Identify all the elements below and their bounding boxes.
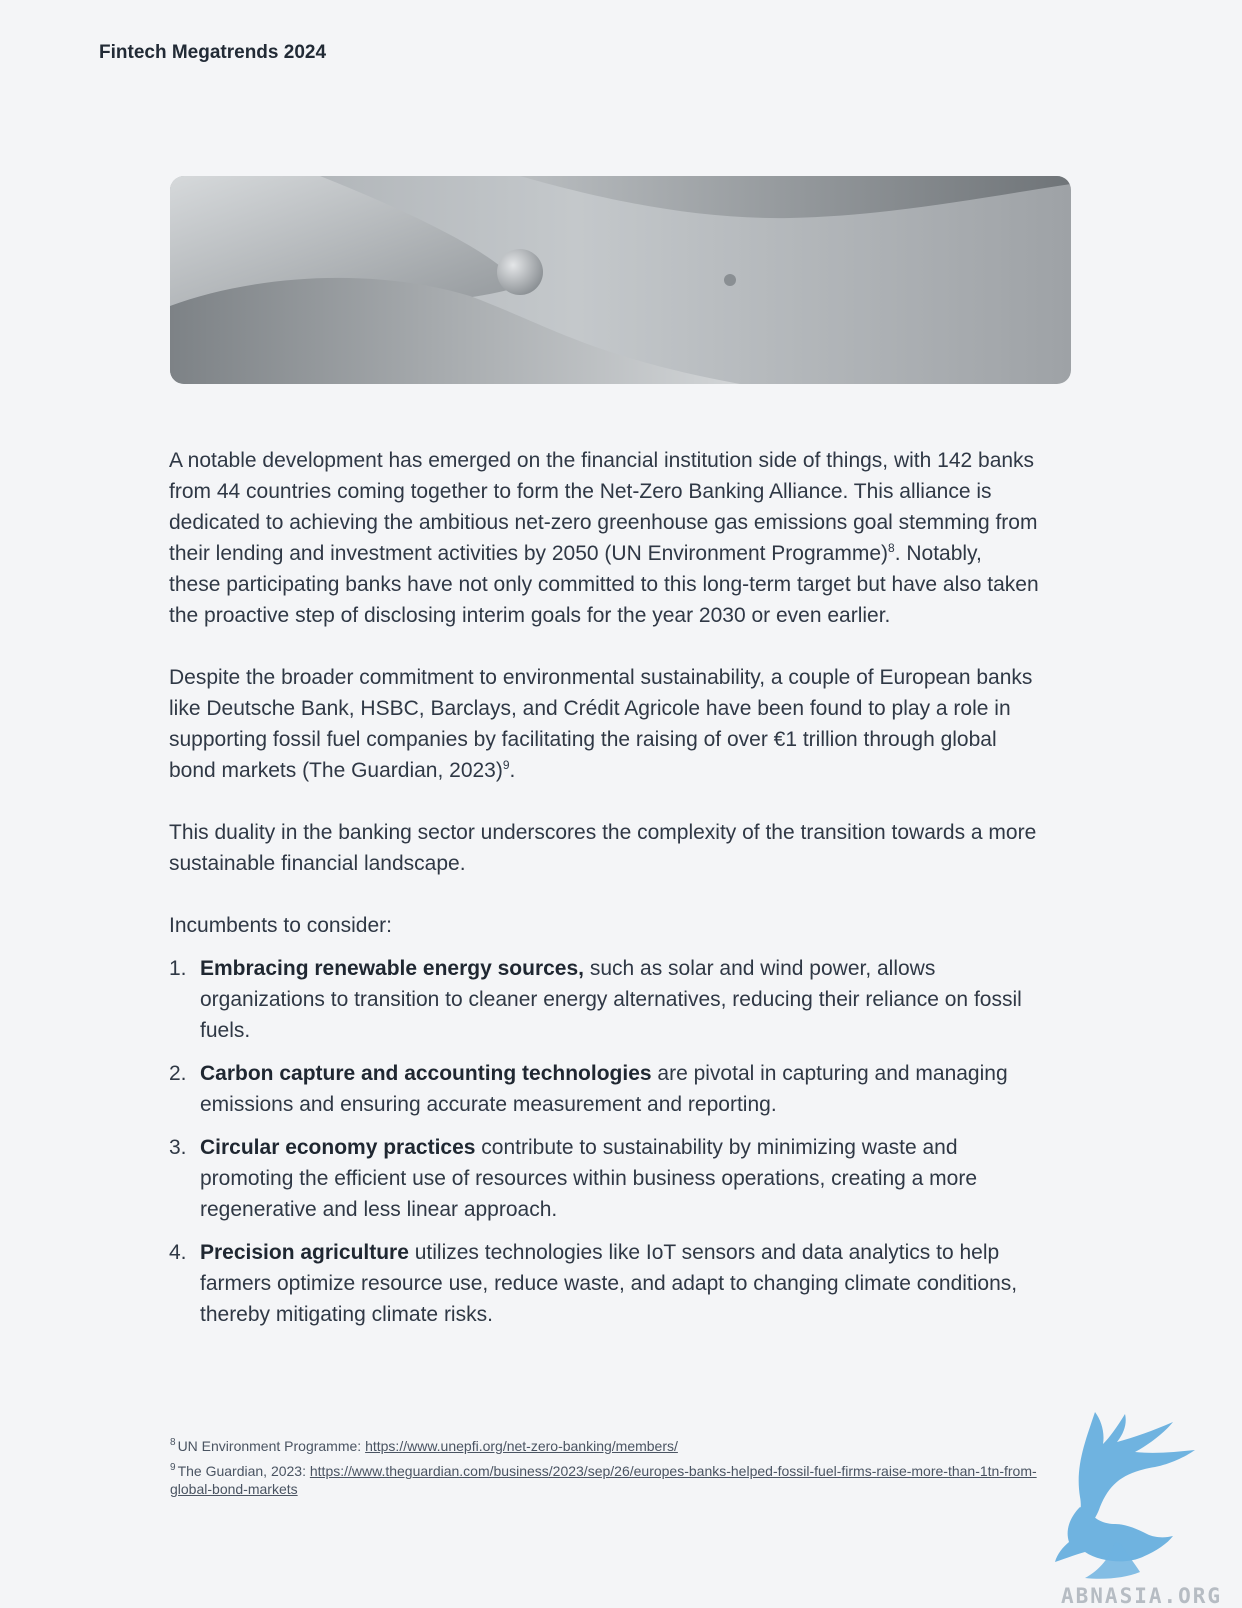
- footnote-8: $^8$ UN Environment Programme: https://www.unepfi.org/net-zero-banking/members/: [170, 1437, 678, 1454]
- footnote-ref-9[interactable]: 9: [502, 758, 510, 772]
- main-content: [169, 445, 1039, 1342]
- paragraph-european-banks: Despite the broader commitment to environmental sustainability, a couple of European banks like Deutsche Bank, HSBC, Barclays, and Crédit Agricole have been found to play a role in supporting fossil fuel companies by facilitating the raising of over €1 trillion through global bond markets (The Guardian, 2023)$^9$.: [169, 666, 1033, 782]
- griffin-icon: [1055, 1412, 1205, 1582]
- paragraph-duality: This duality in the banking sector underscores the complexity of the transition towards a more sustainable financial landscape.: [169, 821, 1037, 875]
- list-item: 2. Carbon capture and accounting technologies are pivotal in capturing and managing emissions and ensuring accurate measurement and reporting.: [169, 1062, 1008, 1116]
- list-item: 4. Precision agriculture utilizes technologies like IoT sensors and data analytics to help farmers optimize resource use, reduce waste, and adapt to changing climate conditions, thereby mitigating climate risks.: [169, 1241, 1018, 1326]
- footnote-8-link[interactable]: https://www.unepfi.org/net-zero-banking/members/: [365, 1438, 678, 1454]
- paragraph-net-zero-alliance: A notable development has emerged on the financial institution side of things, with 142 banks from 44 countries coming together to form the Net-Zero Banking Alliance. This alliance is dedicated to achieving the ambitious net-zero greenhouse gas emissions goal stemming from their lending and investment activities by 2050 (UN Environment Programme)$^8$. Notably, these participating banks have not only committed to this long-term target but have also taken the proactive step of disclosing interim goals for the year 2030 or even earlier.: [169, 449, 1039, 627]
- page-header-title: Fintech Megatrends 2024: [99, 42, 327, 63]
- list-intro: Incumbents to consider:: [169, 914, 392, 937]
- footnote-9-link[interactable]: https://www.theguardian.com/business/2023/sep/26/europes-banks-helped-fossil-fuel-firms-raise-more-than-1tn-from-global-bond-markets: [170, 1463, 1037, 1497]
- griffin-logo-icon: [1055, 1412, 1205, 1594]
- footnotes: [170, 1437, 1040, 1505]
- watermark-text: ABNASIA.ORG: [1061, 1584, 1223, 1608]
- incumbents-list: [169, 953, 1039, 1330]
- footnote-ref-8[interactable]: 8: [888, 541, 895, 555]
- footnote-9: $^9$ The Guardian, 2023: https://www.theguardian.com/business/2023/sep/26/europes-banks-helped-fossil-fuel-firms-raise-more-than-1tn-from-global-bond-markets: [170, 1462, 1037, 1497]
- hero-image: [170, 176, 1071, 384]
- abstract-waves-illustration: [170, 176, 1071, 384]
- list-item: 1. Embracing renewable energy sources, such as solar and wind power, allows organizations to transition to cleaner energy alternatives, reducing their reliance on fossil fuels.: [169, 957, 1022, 1042]
- list-item: 3. Circular economy practices contribute to sustainability by minimizing waste and promoting the efficient use of resources within business operations, creating a more regenerative and less linear approach.: [169, 1136, 978, 1221]
